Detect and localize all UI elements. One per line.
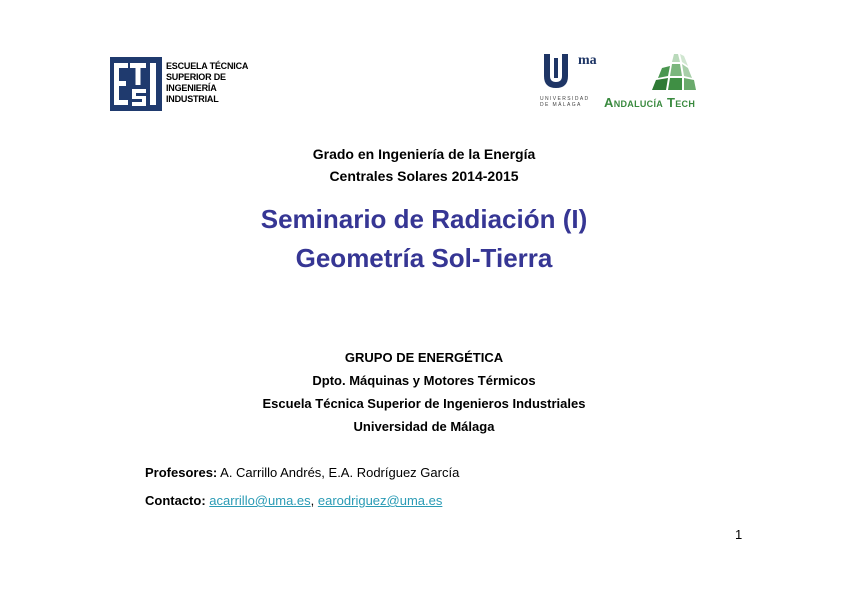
- andalucia-tech-logo-text: Andalucía Tech: [604, 95, 696, 110]
- university: Universidad de Málaga: [353, 419, 495, 434]
- email-link-carrillo[interactable]: acarrillo@uma.es: [209, 493, 311, 508]
- email-link-rodriguez[interactable]: earodriguez@uma.es: [317, 493, 443, 508]
- page-title: Seminario de Radiación (I): [260, 204, 588, 234]
- uma-mark-icon: [540, 52, 602, 94]
- etsii-mark-icon: [110, 57, 162, 111]
- uma-sub-line-2: DE MÁLAGA: [540, 102, 582, 108]
- contact-label: Contacto:: [145, 493, 206, 508]
- school: Escuela Técnica Superior de Ingenieros Industriales: [262, 396, 586, 411]
- etsii-line-4: INDUSTRIAL: [166, 94, 219, 104]
- uma-logo: [540, 52, 602, 99]
- etsii-line-2: SUPERIOR DE: [166, 72, 226, 82]
- department: Dpto. Máquinas y Motores Térmicos: [312, 373, 536, 388]
- andalucia-tech-logo: [648, 50, 700, 99]
- contact-line: [145, 493, 442, 508]
- etsii-logo-text: [166, 61, 248, 105]
- page-number: 1: [735, 527, 743, 542]
- andalucia-tech-mark-icon: [648, 50, 700, 94]
- uma-sub-line-1: UNIVERSIDAD: [540, 96, 590, 102]
- email-separator: ,: [310, 493, 318, 508]
- professors-label: Profesores:: [145, 465, 218, 480]
- course-degree: Grado en Ingeniería de la Energía: [312, 146, 536, 162]
- professors-line: [145, 465, 459, 480]
- etsii-line-1: ESCUELA TÉCNICA: [166, 61, 249, 71]
- uma-logo-subtitle: [540, 96, 590, 108]
- etsii-logo: [110, 57, 162, 116]
- professors-names: A. Carrillo Andrés, E.A. Rodríguez García: [217, 465, 460, 480]
- svg-text:ma: ma: [578, 53, 597, 68]
- etsii-line-3: INGENIERÍA: [166, 83, 217, 93]
- group-name: GRUPO DE ENERGÉTICA: [344, 350, 504, 365]
- course-name: Centrales Solares 2014-2015: [329, 168, 519, 184]
- page-subtitle: Geometría Sol-Tierra: [295, 243, 553, 273]
